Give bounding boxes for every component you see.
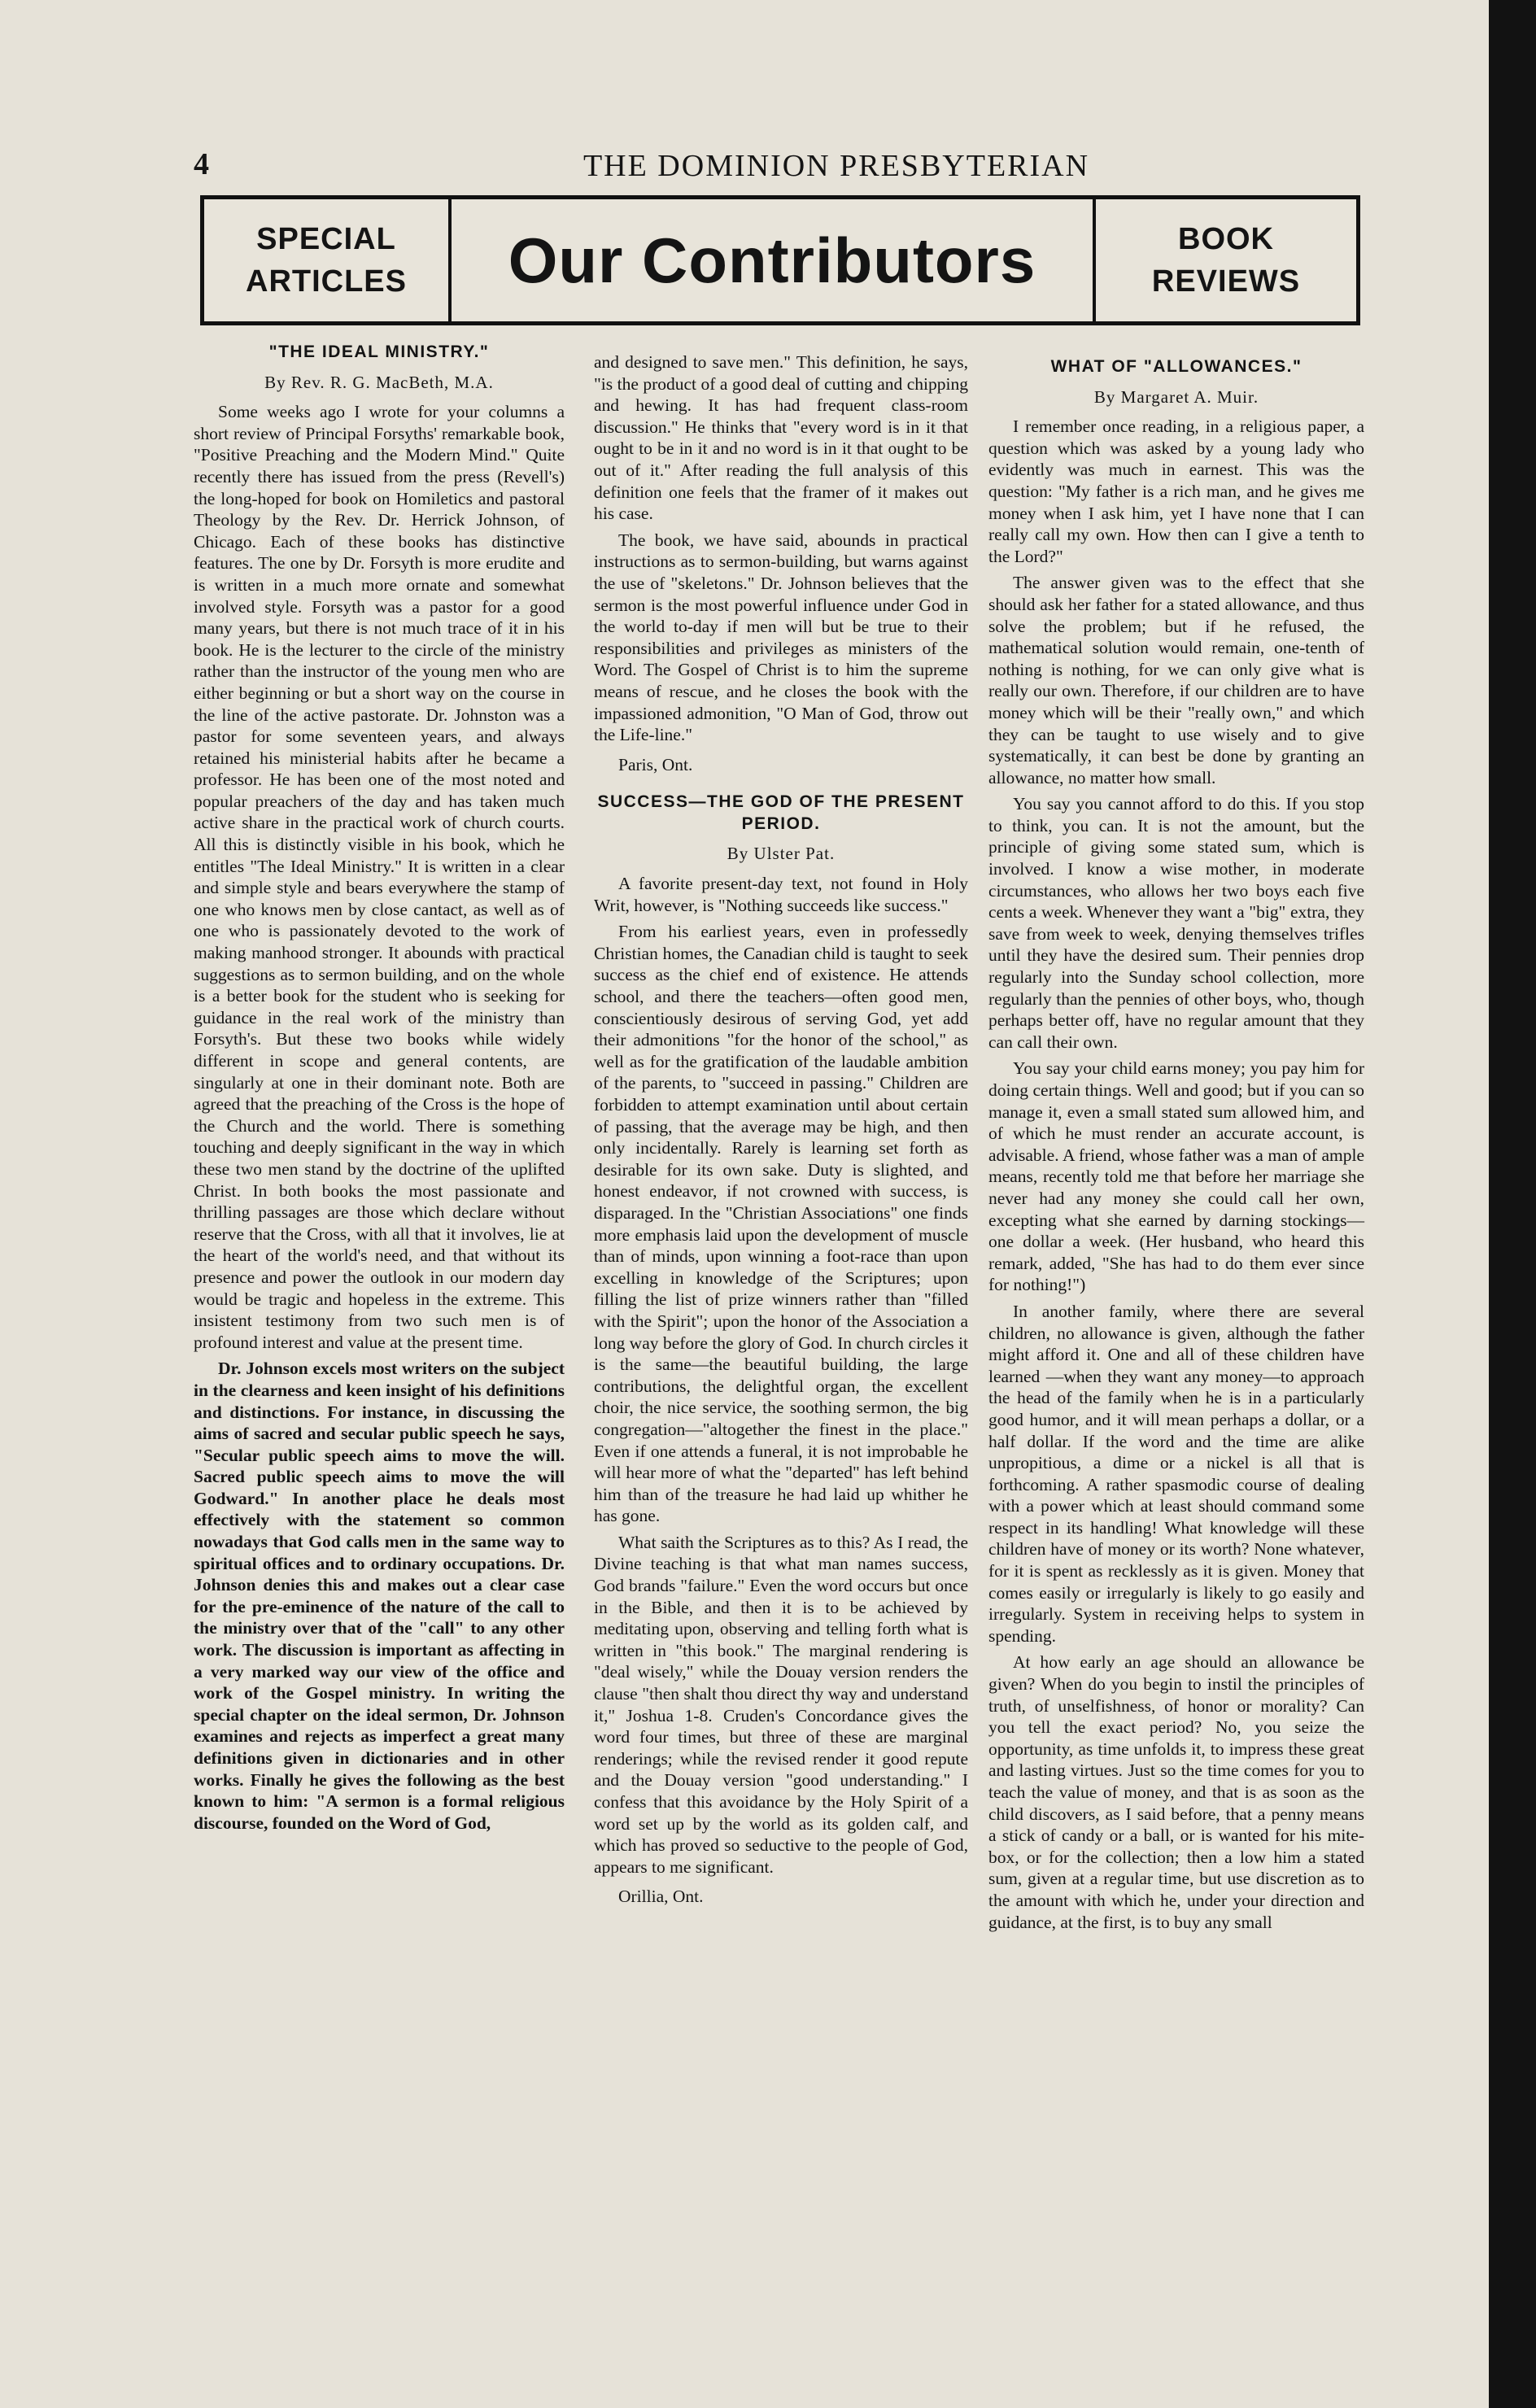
article-title-success: SUCCESS—THE GOD OF THE PRESENT PERIOD. (597, 792, 965, 833)
article-title-allowances: WHAT OF "ALLOWANCES." (1050, 357, 1303, 376)
article-paragraph: Dr. Johnson excels most writers on the subject in the clearness and keen insight of his definitions and distinctions. For instance, in discussing the aims of sacred and secular public speech he says, "Secular public speech aims to move the will. Sacred public speech aims to move the will Godward." In another place he deals most effectively with the statement so common nowadays that God calls men in the same way to spiritual offices and to ordinary occupations. Dr. Johnson denies this and makes out a clear case for the pre-eminence of the nature of the call to the ministry over that of the "call" to any other work. The discussion is important as affecting in a very marked way our view of the office and work of the Gospel ministry. In writing the special chapter on the ideal sermon, Dr. Johnson examines and rejects as imperfect a great many definitions given in dictionaries and in other works. Finally he gives the following as the best known to him: "A sermon is a formal religious discourse, founded on the Word of God, (194, 1359, 565, 1833)
article-paragraph: What saith the Scriptures as to this? As I read, the Divine teaching is that what man names success, God brands "failure." Even the word occurs but once in the Bible, and then it is to be achieved by meditating upon, observing and telling forth what is written in "this book." The marginal rendering is "deal wisely," while the Douay version renders the clause "then shalt thou direct thy way and understand it," Joshua 1-8. Cruden's Concordance gives the word four times, but three of these are marginal renderings; while the revised render it good repute and the Douay version "good understanding." I confess that this avoidance by the Holy Spirit of a word set up by the world as its golden calf, and which has proved so seductive to the people of God, appears to me significant. (594, 1532, 968, 1877)
article-paragraph: I remember once reading, in a religious paper, a question which was asked by a young lady who evidently was much in earnest. This was the question: "My father is a rich man, and he gives me money when I ask him, yet I have none that I can really call my own. How then can I give a tenth to the Lord?" (988, 417, 1364, 566)
article-paragraph: Some weeks ago I wrote for your columns a short review of Principal Forsyths' remarkable book, "Positive Preaching and the Modern Mind." Quite recently there has issued from the press (Revell's) the long-hoped for book on Homiletics and pastoral Theology by the Rev. Dr. Herrick Johnson, of Chicago. Each of these books has distinctive features. The one by Dr. Forsyth is more erudite and is written in a much more ornate and somewhat involved style. Forsyth was a pastor for a good many years, but there is not much trace of it in his book. He is the lecturer to the circle of the ministry rather than the instructor of the young men who are either beginning or but a short way on the course in the line of the active pastorate. Dr. Johnston was a pastor for some seventeen years, and always retained his ministerial habits after he became a professor. He has been one of the most noted and popular preachers of the day and has taken much active share in the practical work of church courts. All this is distinctly visible in his book, which he entitles "The Ideal Ministry." It is written in a clear and simple style and bears everywhere the stamp of one who knows men by close cantact, as well as of one who is passionately devoted to the work of making manhood stronger. It abounds with practical suggestions as to sermon building, and on the whole is a better book for the student who is seeking for guidance in the real work of the ministry than Forsyth's. But these two books while widely different in scope and general contents, are singularly at one in their dominant note. Both are agreed that the preaching of the Cross is the hope of the Church and the world. There is something touching and deeply significant in the way in which these two men stand by the doctrine of the uplifted Christ. In both books the most passionate and thrilling passages are those which declare without reserve that the Cross, with all that it involves, lie at the heart of the world's need, and that without its presence and power the outlook in our modern day would be tragic and hopeless in the extreme. This insistent testimony from two such men is of profound interest and value at the present time. (194, 402, 565, 1352)
byline-macbeth: By Rev. R. G. MacBeth, M.A. (264, 372, 494, 392)
article-paragraph: From his earliest years, even in professedly Christian homes, the Canadian child is taught to seek success as the chief end of existence. He attends school, and there the teachers—often good men, conscientiously desirous of serving God, yet add their admonitions "for the honor of the school," as well as for the gratification of the laudable ambition of the parents, to "succeed in passing." Children are forbidden to attempt examination until about certain of passing, that the average may be high, and then only incidentally. Rarely is learning set forth as desirable for its own sake. Duty is slighted, and honest endeavor, if not crowned with success, is disparaged. In the "Christian Associations" one finds more emphasis laid upon the development of muscle than of minds, upon winning a foot-race than upon excelling in knowledge of the Scriptures; upon filling the list of prize winners rather than "filled with the Spirit"; upon the honor of the Association a long way before the glory of God. In church circles it is the same—the beautiful building, the large contributions, the delightful organ, the excellent choir, the nice service, the soothing sermon, the big congregation—"altogether the finest in the place." Even if one attends a funeral, it is not improbable he will hear more of what the "departed" has left behind him than of the treasure he had laid up whither he has gone. (594, 922, 968, 1526)
book-reviews-label (1093, 199, 1356, 321)
column-right (988, 348, 1364, 1938)
article-paragraph: At how early an age should an allowance be given? When do you begin to instil the principles of truth, of unselfishness, of honor or morality? Can you tell the exact period? No, you seize the opportunity, as time unfolds it, to impress these great and lasting virtues. Just so the time comes for you to teach the value of money, and that is as soon as the child discovers, as I said before, that a penny means a stick of candy or a ball, or is wanted for his mite-box, or for the collection; then a low him a stated sum, given at a regular time, but use discretion as to the amount with which he, under your direction and guidance, at the first, is to buy any small (988, 1652, 1364, 1932)
page-number: 4 (194, 147, 209, 181)
article-paragraph: In another family, where there are several children, no allowance is given, although the father might afford it. One and all of these children have learned —when they want any money—to approach the head of the family when he is in a particularly good humor, and it will mean perhaps a dollar, or a half dollar. If the word and the time are alike unpropitious, a dime or a nickel is all that is forthcoming. A rather spasmodic course of dealing with a power which at least should command some respect in its handling! What knowledge will these children have of money or its worth? None whatever, for it is spent as recklessly as it is given. Money that comes easily or irregularly is likely to go easily and irregularly. System in receiving helps to system in spending. (988, 1301, 1364, 1646)
section-banner (200, 195, 1360, 325)
section-title: Our Contributors (508, 224, 1036, 296)
banner-left-line-1: SPECIAL (256, 222, 396, 256)
signoff-orillia: Orillia, Ont. (618, 1887, 704, 1907)
banner-right-line-2: REVIEWS (1151, 264, 1301, 299)
byline-muir: By Margaret A. Muir. (1093, 386, 1259, 407)
article-title-ideal-ministry: "THE IDEAL MINISTRY." (268, 342, 490, 361)
byline-ulster-pat: By Ulster Pat. (727, 844, 836, 864)
banner-right-line-1: BOOK (1178, 222, 1274, 256)
article-paragraph: You say your child earns money; you pay him for doing certain things. Well and good; but if you can so manage it, even a small stated sum allowed him, and of which he must render an accurate account, is advisable. A friend, whose father was a man of ample means, recently told me that before her marriage she never had any money she could call her own, excepting what she earned by darning stockings—one dollar a week. (Her husband, who heard this remark, added, "She has had to do them ever since for nothing!") (988, 1058, 1364, 1295)
article-paragraph: A favorite present-day text, not found in Holy Writ, however, is "Nothing succeeds like success." (594, 874, 968, 915)
column-left (194, 334, 565, 1839)
article-paragraph: The answer given was to the effect that she should ask her father for a stated allowance, and thus solve the problem; but if he refused, the mathematical solution would remain, one-tenth of nothing is nothing, for we can only give what is really our own. Therefore, if our children are to have money which will be their "really own," and which they can be taught to use wisely and to give systematically, it can best be done by granting an allowance, no matter how small. (988, 573, 1364, 787)
scan-edge (1489, 0, 1536, 2408)
running-head (194, 146, 1365, 195)
article-paragraph: The book, we have said, abounds in practical instructions as to sermon-building, but warns against the use of "skeletons." Dr. Johnson believes that the sermon is the most powerful influence under God in the world to-day if men will but be true to their responsibilities and privileges as ministers of the Word. The Gospel of Christ is to him the supreme means of rescue, and he closes the book with the impassioned admonition, "O Man of God, throw out the Life-line." (594, 530, 968, 745)
article-paragraph: and designed to save men." This definition, he says, "is the product of a good deal of cutting and chipping and hewing. It has had frequent class-room discussion." He thinks that "every word is in it that ought to be in it and no word is in it that ought to be out of it." After reading the full analysis of this definition one feels that the framer of it makes out his case. (594, 352, 968, 524)
signoff-paris: Paris, Ont. (618, 754, 693, 774)
journal-title: THE DOMINION PRESBYTERIAN (583, 149, 1090, 183)
column-middle (594, 351, 968, 1924)
banner-left-line-2: ARTICLES (246, 264, 407, 299)
special-articles-label (204, 199, 452, 321)
article-paragraph: You say you cannot afford to do this. If you stop to think, you can. It is not the amount, but the principle of giving some stated sum, which is involved. I know a wise mother, in moderate circumstances, who allows her two boys each five cents a week. Whenever they want a "big" extra, they save from week to week, denying themselves trifles until they have the desired sum. Their pennies drop regularly into the Sunday school collection, more regularly than the pennies of other boys, who, though perhaps better off, have no regular amount that they can call their own. (988, 794, 1364, 1052)
